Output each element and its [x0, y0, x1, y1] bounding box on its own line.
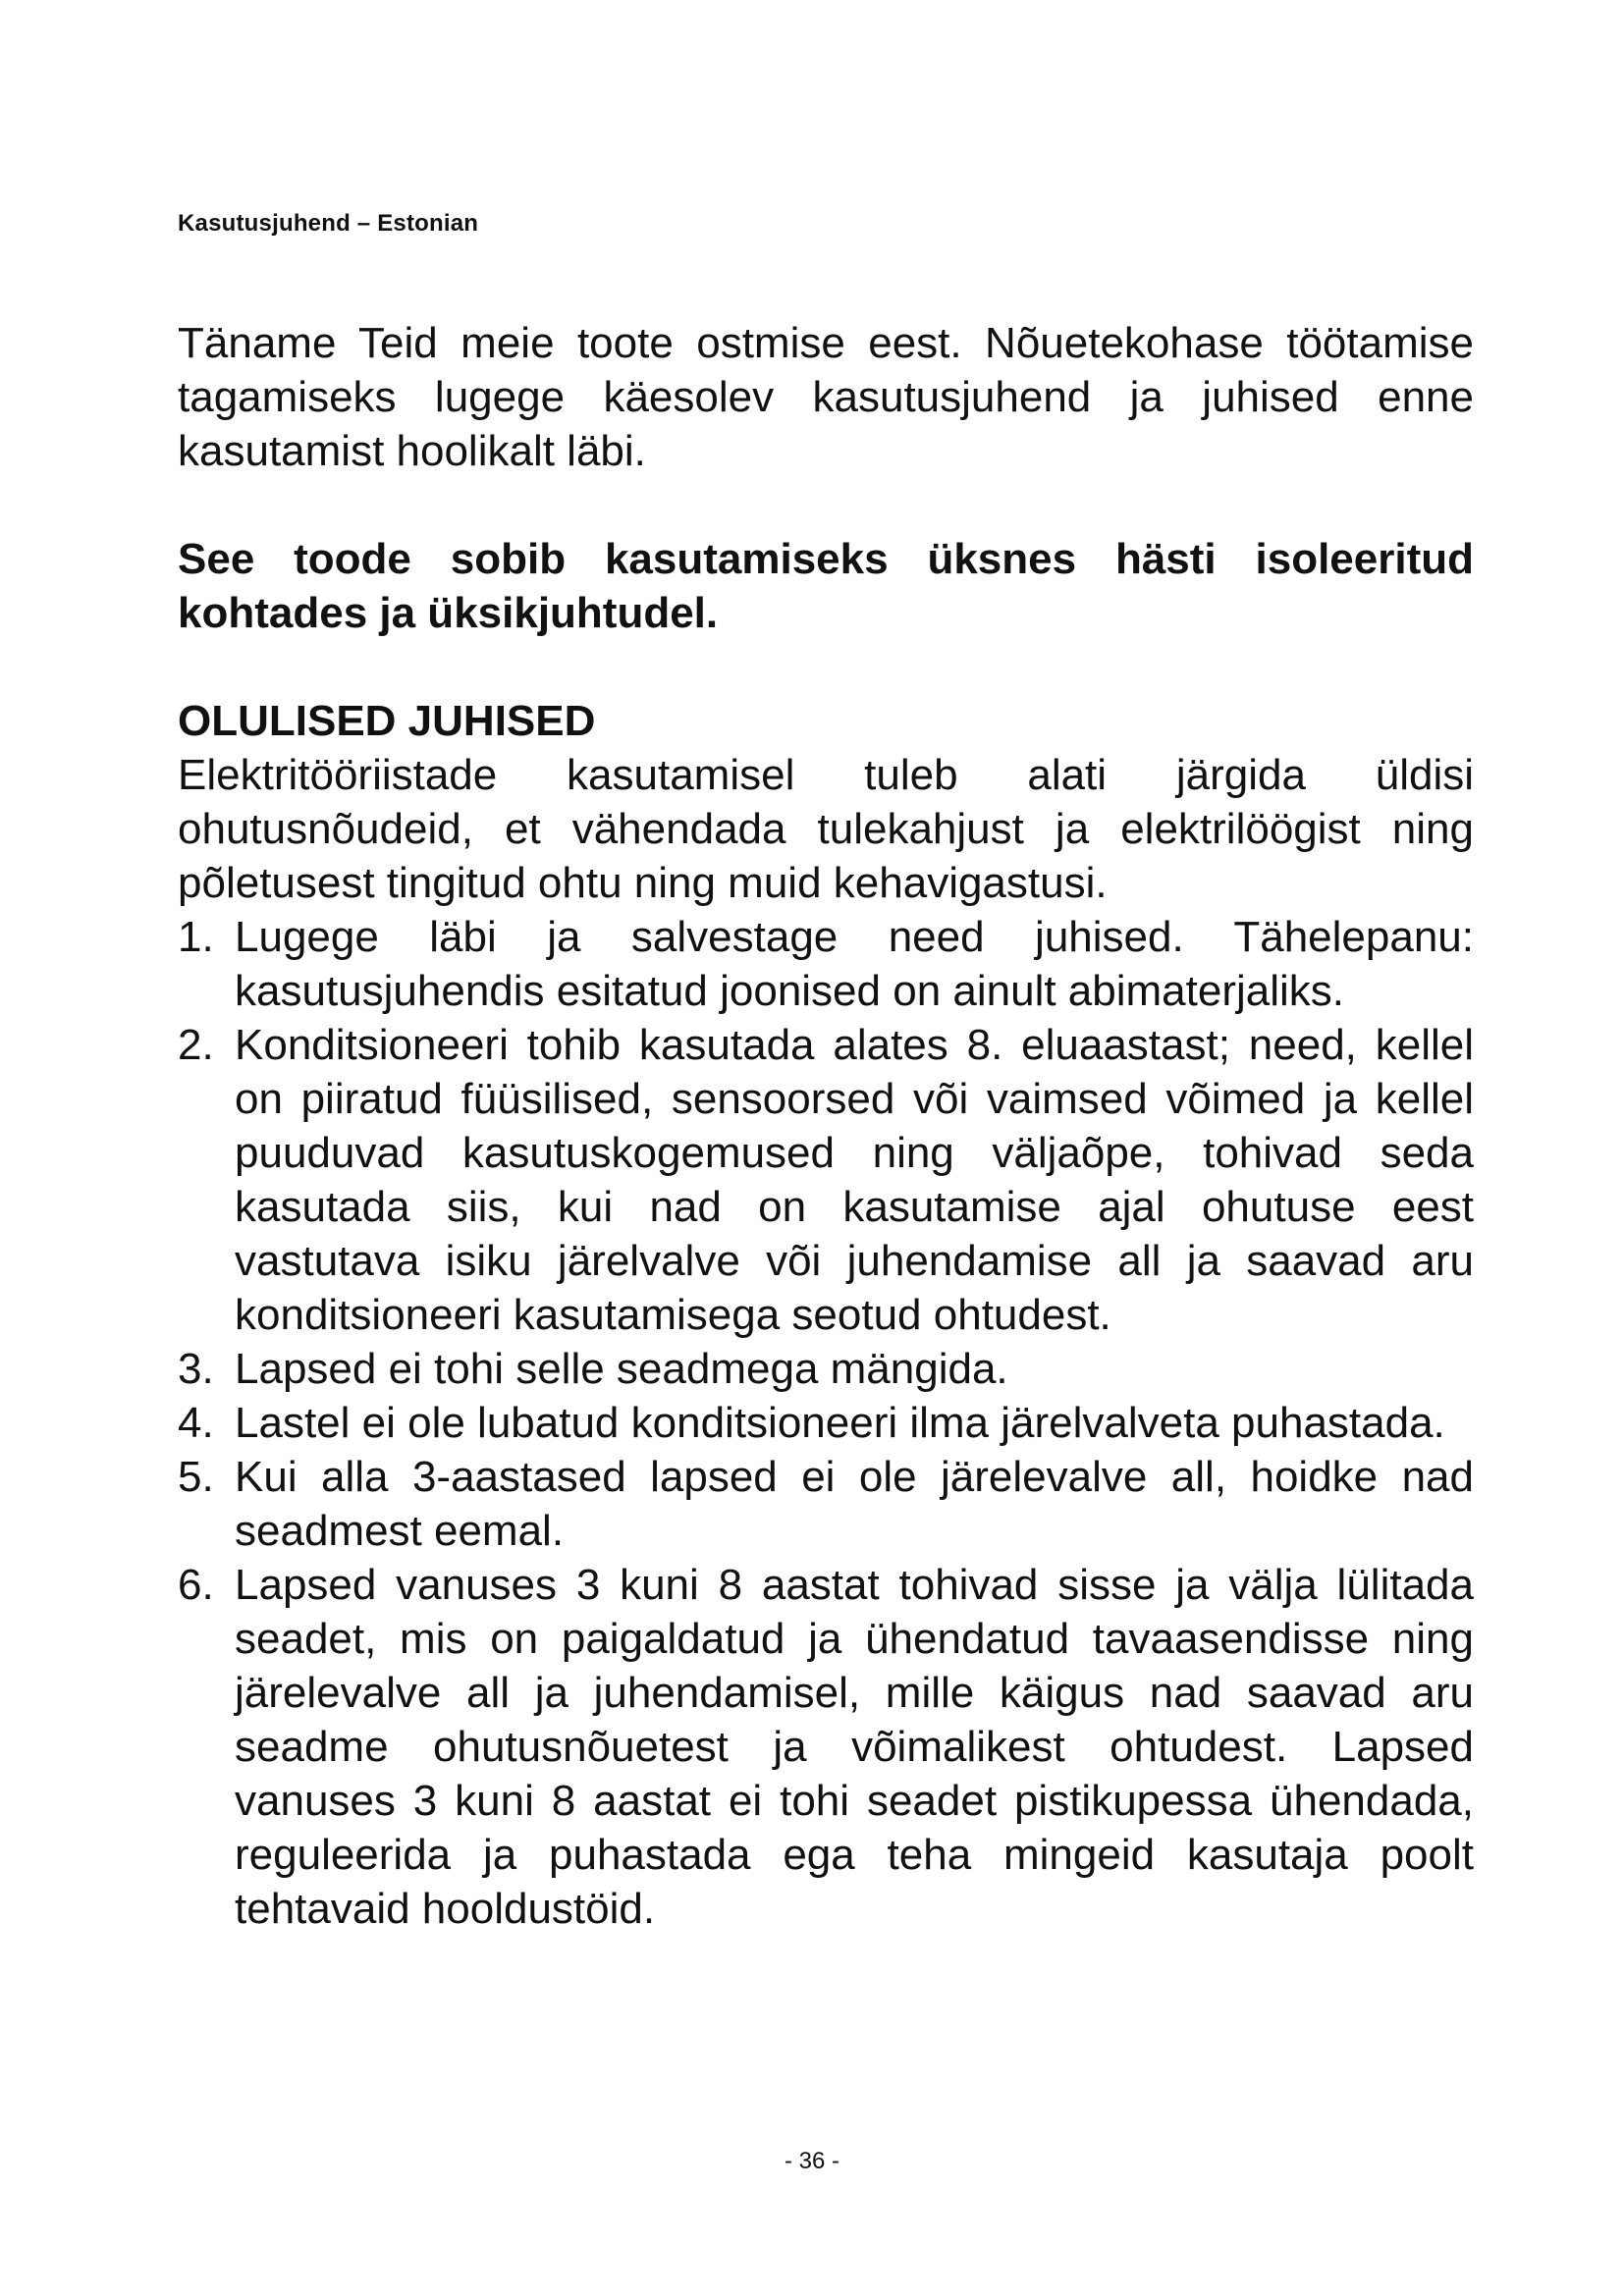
- list-item-text: Lugege läbi ja salvestage need juhised. Tähelepanu: kasutusjuhendis esitatud joonised on ainult abimaterjaliks.: [235, 913, 1474, 1015]
- list-item: [178, 1342, 1474, 1396]
- list-item-text: Lapsed ei tohi selle seadmega mängida.: [235, 1345, 1008, 1393]
- list-item-number: 2.: [178, 1021, 214, 1069]
- list-item-number: 3.: [178, 1345, 214, 1393]
- page-header: Kasutusjuhend – Estonian: [178, 210, 479, 237]
- list-item-text: Lastel ei ole lubatud konditsioneeri ilma järelvalveta puhastada.: [235, 1399, 1445, 1447]
- list-item: [178, 1018, 1474, 1342]
- page-content: [178, 316, 1474, 1936]
- list-item: [178, 1396, 1474, 1450]
- list-item-number: 1.: [178, 913, 214, 961]
- list-item-text: Konditsioneeri tohib kasutada alates 8. eluaastast; need, kellel on piiratud füüsilised, sensoorsed või vaimsed võimed ja kellel puuduvad kasutuskogemused ning väljaõpe, tohivad seda kasutada siis, kui nad on kasutamise ajal ohutuse eest vastutava isiku järelvalve või juhendamise all ja saavad aru konditsioneeri kasutamisega seotud ohtudest.: [235, 1021, 1474, 1339]
- list-item-text: Lapsed vanuses 3 kuni 8 aastat tohivad sisse ja välja lülitada seadet, mis on paigaldatud ja ühendatud tavaasendisse ning järelevalve all ja juhendamisel, mille käigus nad saavad aru seadme ohutusnõuetest ja võimalikest ohtudest. Lapsed vanuses 3 kuni 8 aastat ei tohi seadet pistikupessa ühendada, reguleerida ja puhastada ega teha mingeid kasutaja poolt tehtavaid hooldustöid.: [235, 1561, 1474, 1933]
- section-heading: OLULISED JUHISED: [178, 697, 596, 745]
- list-item: [178, 910, 1474, 1018]
- list-item-number: 6.: [178, 1561, 214, 1609]
- list-item-text: Kui alla 3-aastased lapsed ei ole järelevalve all, hoidke nad seadmest eemal.: [235, 1453, 1474, 1555]
- list-item: [178, 1450, 1474, 1558]
- page-number: - 36 -: [784, 2148, 839, 2174]
- intro-paragraph: Täname Teid meie toote ostmise eest. Nõuetekohase töötamise tagamiseks lugege käesolev kasutusjuhend ja juhised enne kasutamist hoolikalt läbi.: [178, 319, 1474, 475]
- section-lead-paragraph: Elektritööriistade kasutamisel tuleb alati järgida üldisi ohutusnõudeid, et vähendada tulekahjust ja elektrilöögist ning põletusest tingitud ohtu ning muid kehavigastusi.: [178, 751, 1474, 907]
- safety-instructions-list: [178, 910, 1474, 1936]
- usage-notice: See toode sobib kasutamiseks üksnes hästi isoleeritud kohtades ja üksikjuhtudel.: [178, 535, 1474, 637]
- list-item-number: 5.: [178, 1453, 214, 1501]
- list-item: [178, 1558, 1474, 1936]
- list-item-number: 4.: [178, 1399, 214, 1447]
